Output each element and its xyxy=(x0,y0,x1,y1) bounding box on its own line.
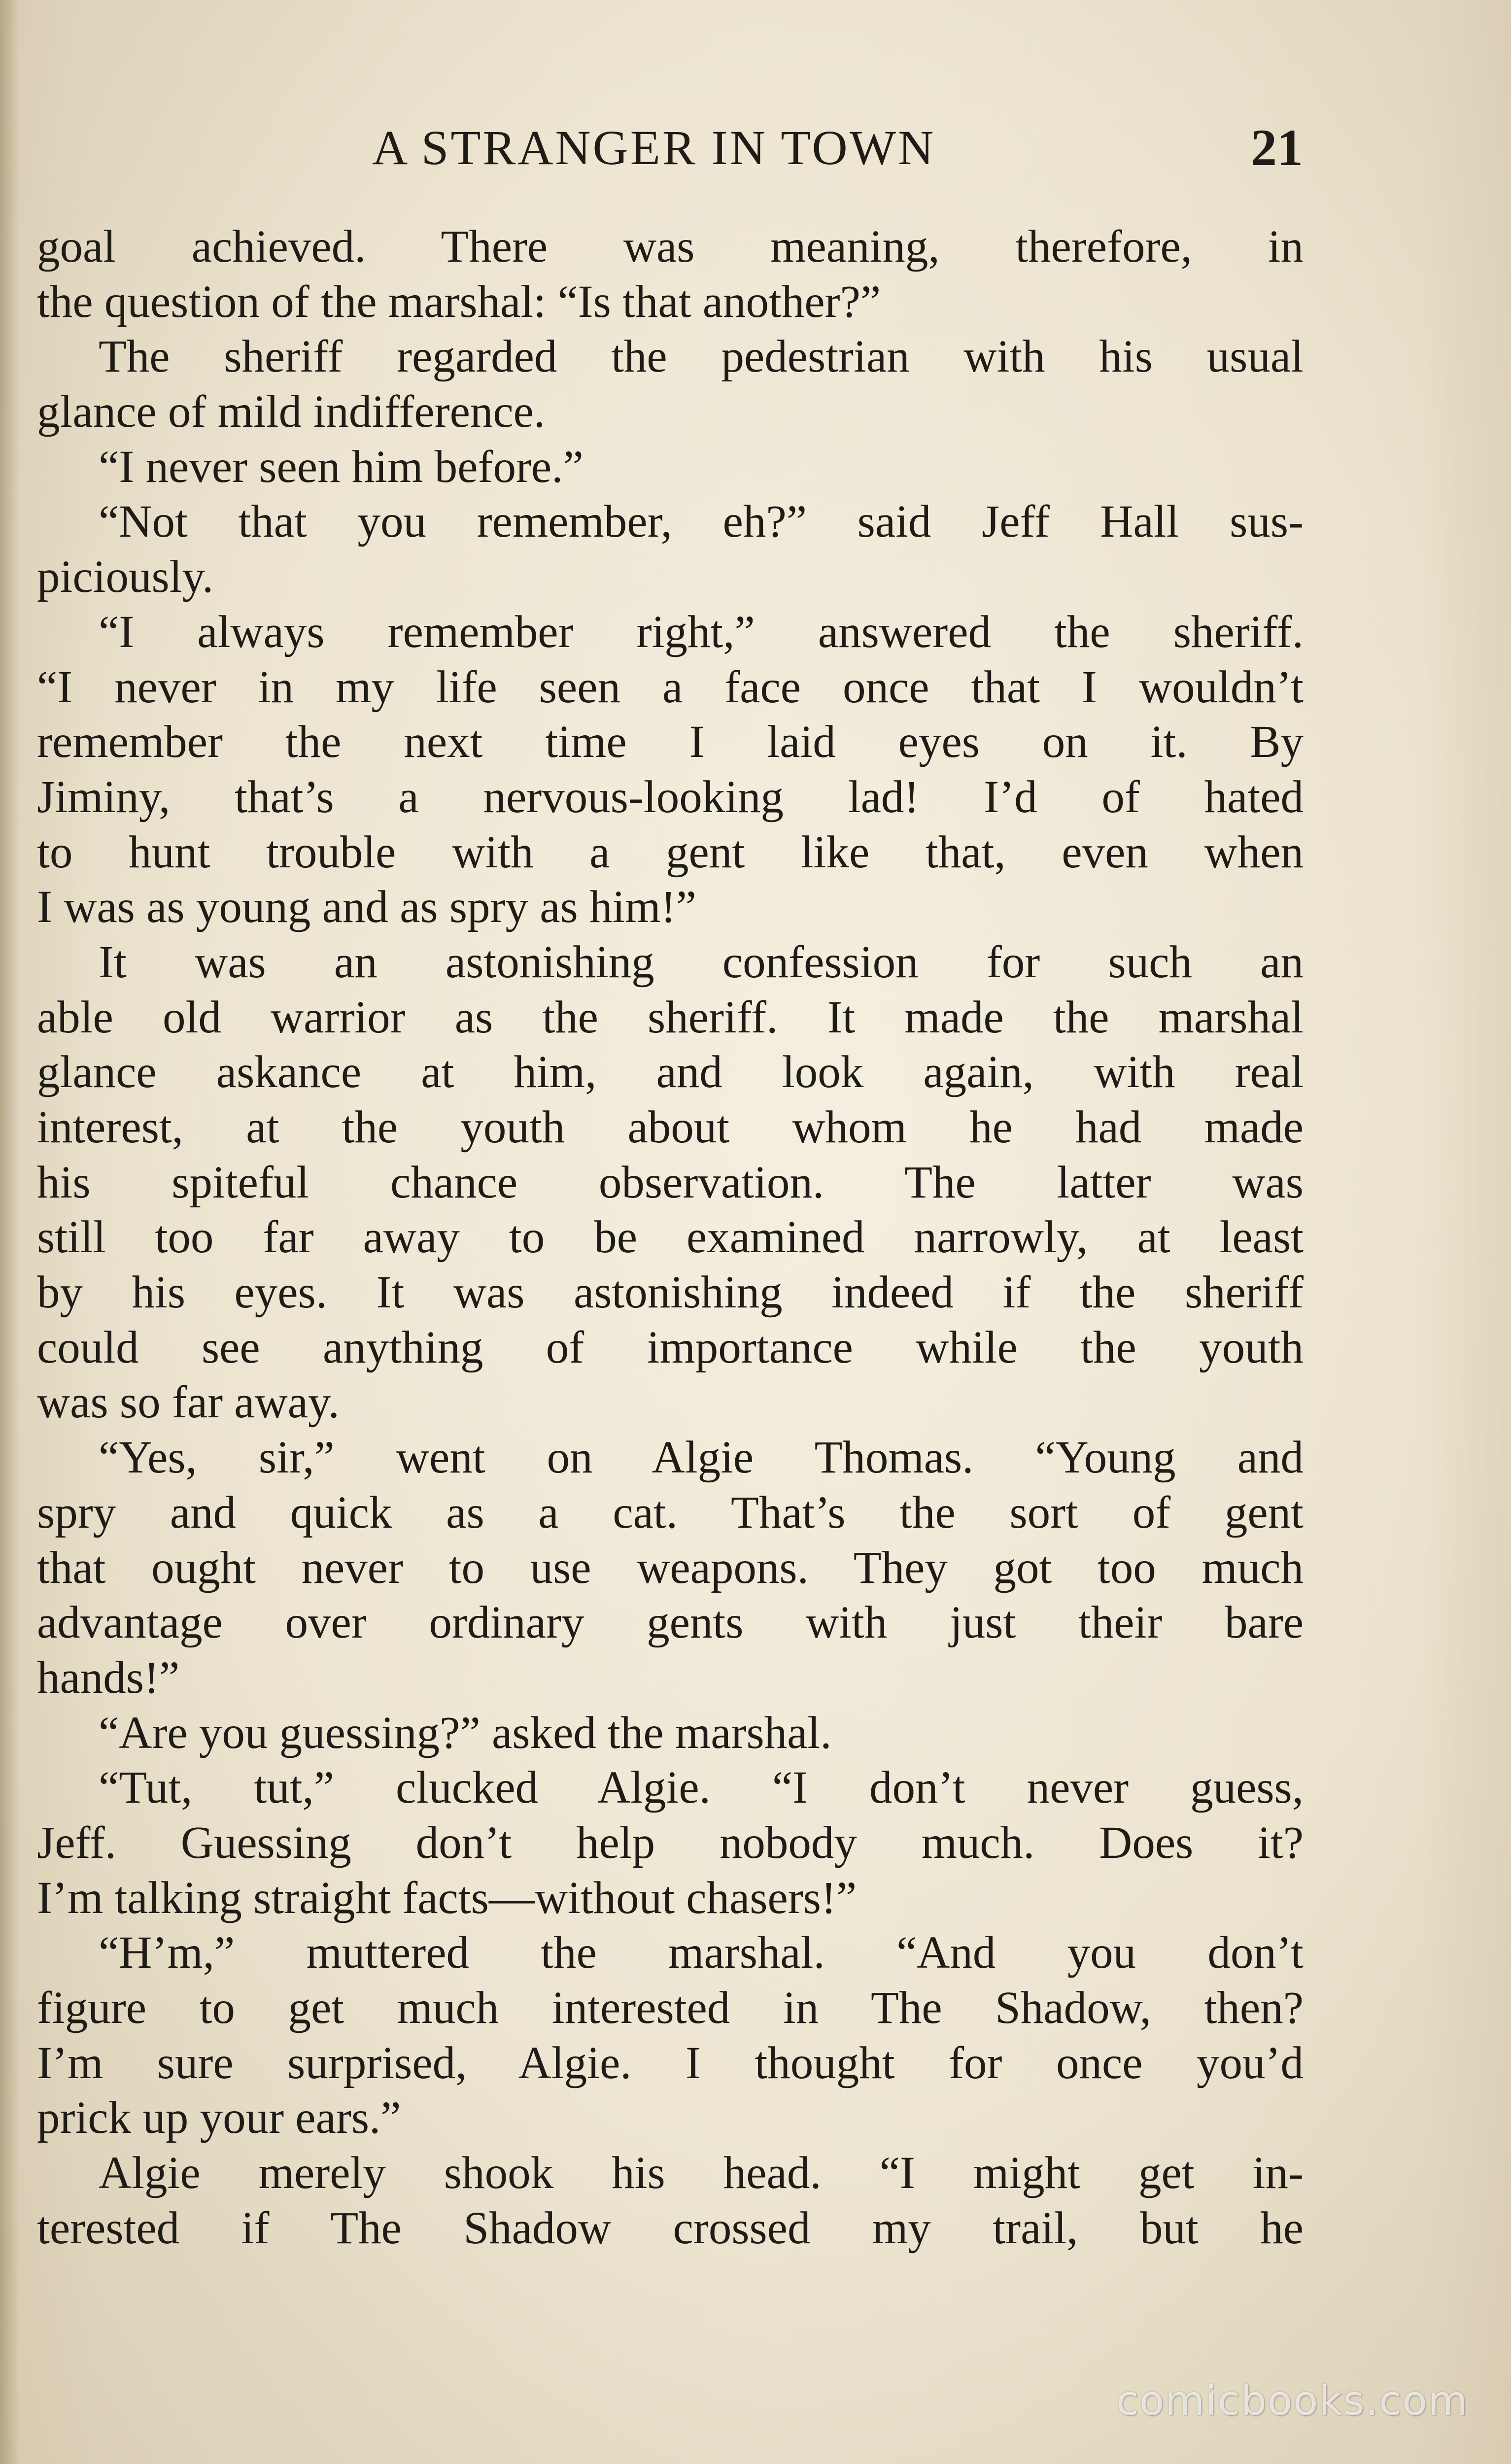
text-line: Algie merely shook his head. “I might get in- xyxy=(99,2148,1304,2199)
text-line: figure to get much interested in The Shadow, then? xyxy=(37,1983,1304,2033)
text-line: still too far away to be examined narrowly, at least xyxy=(37,1212,1304,1263)
text-line: to hunt trouble with a gent like that, even when xyxy=(37,826,1304,878)
text-line: It was an astonishing confession for such an xyxy=(99,936,1304,988)
text-line: by his eyes. It was astonishing indeed if the sheriff xyxy=(37,1267,1304,1318)
text-line: Jeff. Guessing don’t help nobody much. Does it? xyxy=(37,1817,1304,1868)
text-line: could see anything of importance while the youth xyxy=(37,1322,1304,1373)
text-line: the question of the marshal: “Is that another?” xyxy=(37,276,881,327)
watermark: comicbooks.com xyxy=(1116,2378,1469,2425)
body-text xyxy=(37,219,1304,2256)
text-line: “I never seen him before.” xyxy=(99,441,584,492)
text-line: Jiminy, that’s a nervous-looking lad! I’d of hated xyxy=(37,771,1304,822)
page-number: 21 xyxy=(1251,119,1303,176)
page-edge-shadow xyxy=(0,0,20,2464)
text-line: piciously. xyxy=(37,551,214,603)
text-line: remember the next time I laid eyes on it. By xyxy=(37,717,1304,768)
text-line: “I never in my life seen a face once that I wouldn’t xyxy=(37,661,1304,713)
text-line: was so far away. xyxy=(37,1377,340,1428)
text-line: that ought never to use weapons. They got too much xyxy=(37,1542,1304,1593)
text-line: hands!” xyxy=(37,1652,180,1703)
text-line: The sheriff regarded the pedestrian with his usual xyxy=(99,331,1304,382)
text-line: terested if The Shadow crossed my trail, but he xyxy=(37,2202,1304,2254)
text-line: “Not that you remember, eh?” said Jeff Hall sus- xyxy=(99,496,1304,548)
text-line: “H’m,” muttered the marshal. “And you don’t xyxy=(99,1927,1304,1979)
text-line: spry and quick as a cat. That’s the sort of gent xyxy=(37,1487,1304,1538)
text-line: I’m sure surprised, Algie. I thought for once you’d xyxy=(37,2037,1304,2088)
text-line: “Tut, tut,” clucked Algie. “I don’t never guess, xyxy=(99,1762,1304,1814)
running-head: A STRANGER IN TOWN xyxy=(372,120,936,175)
text-line: “Are you guessing?” asked the marshal. xyxy=(99,1707,832,1758)
text-line: “I always remember right,” answered the sheriff. xyxy=(99,606,1304,657)
text-line: glance askance at him, and look again, with real xyxy=(37,1047,1304,1098)
text-line: interest, at the youth about whom he had made xyxy=(37,1102,1304,1153)
text-line: “Yes, sir,” went on Algie Thomas. “Young and xyxy=(99,1432,1304,1483)
text-line: goal achieved. There was meaning, therefore, in xyxy=(37,221,1304,272)
text-line: his spiteful chance observation. The latter was xyxy=(37,1157,1304,1208)
text-line: I’m talking straight facts—without chasers!” xyxy=(37,1872,857,1923)
text-line: advantage over ordinary gents with just their bare xyxy=(37,1597,1304,1648)
text-line: able old warrior as the sheriff. It made the marshal xyxy=(37,992,1304,1043)
text-line: glance of mild indifference. xyxy=(37,386,546,438)
text-line: prick up your ears.” xyxy=(37,2092,401,2144)
text-line: I was as young and as spry as him!” xyxy=(37,882,696,933)
